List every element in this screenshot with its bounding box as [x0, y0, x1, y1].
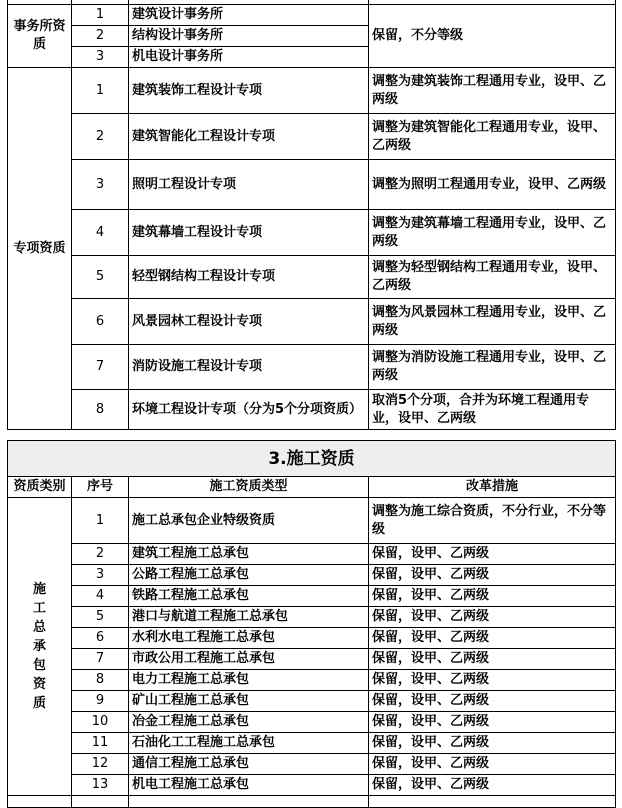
qualification-name: 电力工程施工总承包 [129, 670, 369, 691]
table-row [8, 565, 616, 586]
table-row [8, 5, 616, 26]
table-row [8, 68, 616, 114]
qualification-name: 结构设计事务所 [129, 26, 369, 47]
qualification-name: 建筑智能化工程设计专项 [129, 114, 369, 160]
reform-measure: 保留，设甲、乙两级 [369, 670, 616, 691]
reform-measure: 保留，设甲、乙两级 [369, 544, 616, 565]
reform-measure: 保留，设甲、乙两级 [369, 649, 616, 670]
reform-measure: 保留，设甲、乙两级 [369, 586, 616, 607]
reform-measure: 取消5个分项，合并为环境工程通用专业，设甲、乙两级 [369, 390, 616, 430]
reform-measure: 调整为建筑装饰工程通用专业，设甲、乙两级 [369, 68, 616, 114]
reform-measure: 保留，设甲、乙两级 [369, 607, 616, 628]
qualification-name: 冶金工程施工总承包 [129, 712, 369, 733]
construction-category-cell: 施工总承包资质 [32, 582, 46, 711]
reform-measure: 保留，设甲、乙两级 [369, 691, 616, 712]
table-row [8, 649, 616, 670]
qualification-name: 建筑设计事务所 [129, 5, 369, 26]
reform-measure: 保留，设甲、乙两级 [369, 712, 616, 733]
row-number: 8 [72, 390, 129, 430]
qualification-name: 建筑幕墙工程设计专项 [129, 210, 369, 256]
table-row [8, 345, 616, 390]
reform-measure: 保留，设甲、乙两级 [369, 565, 616, 586]
row-number: 5 [72, 256, 129, 299]
qualification-name: 石油化工工程施工总承包 [129, 733, 369, 754]
reform-measure: 保留，设甲、乙两级 [369, 628, 616, 649]
qualification-name: 建筑装饰工程设计专项 [129, 68, 369, 114]
reform-measure: 调整为照明工程通用专业，设甲、乙两级 [369, 160, 616, 210]
design-qualification-table [7, 0, 616, 430]
row-number: 13 [72, 775, 129, 796]
row-number: 10 [72, 712, 129, 733]
table-row [8, 210, 616, 256]
qualification-name: 公路工程施工总承包 [129, 565, 369, 586]
table-row [8, 733, 616, 754]
qualification-name: 市政公用工程施工总承包 [129, 649, 369, 670]
office-measure-cell: 保留，不分等级 [369, 5, 616, 68]
reform-measure: 保留，设甲、乙两级 [369, 754, 616, 775]
row-number: 3 [72, 47, 129, 68]
table-row [8, 691, 616, 712]
reform-measure: 保留，设甲、乙两级 [369, 775, 616, 796]
table-row [8, 586, 616, 607]
row-number: 3 [72, 160, 129, 210]
reform-measure: 调整为建筑幕墙工程通用专业，设甲、乙两级 [369, 210, 616, 256]
table-row [8, 628, 616, 649]
reform-measure: 调整为风景园林工程通用专业，设甲、乙两级 [369, 299, 616, 345]
row-number: 4 [72, 586, 129, 607]
qualification-name: 通信工程施工总承包 [129, 754, 369, 775]
header-measure: 改革措施 [369, 477, 616, 498]
row-number: 2 [72, 114, 129, 160]
table-header-row [8, 477, 616, 498]
row-number: 2 [72, 544, 129, 565]
office-category-cell: 事务所资质 [8, 5, 72, 68]
header-type: 施工资质类型 [129, 477, 369, 498]
section-title: 3.施工资质 [8, 441, 616, 477]
row-number: 1 [72, 5, 129, 26]
row-number: 11 [72, 733, 129, 754]
table-row [8, 299, 616, 345]
table-row [8, 796, 616, 808]
special-category-cell: 专项资质 [8, 68, 72, 430]
row-number: 2 [72, 26, 129, 47]
header-num: 序号 [72, 477, 129, 498]
row-number: 12 [72, 754, 129, 775]
table-row [8, 160, 616, 210]
qualification-name: 建筑工程施工总承包 [129, 544, 369, 565]
qualification-name: 轻型钢结构工程设计专项 [129, 256, 369, 299]
table-row [8, 256, 616, 299]
header-category: 资质类别 [8, 477, 72, 498]
qualification-name: 照明工程设计专项 [129, 160, 369, 210]
qualification-name: 铁路工程施工总承包 [129, 586, 369, 607]
qualification-name: 机电设计事务所 [129, 47, 369, 68]
qualification-name: 环境工程设计专项（分为5个分项资质） [129, 390, 369, 430]
table-row [8, 712, 616, 733]
row-number: 8 [72, 670, 129, 691]
qualification-name: 机电工程施工总承包 [129, 775, 369, 796]
reform-measure: 调整为建筑智能化工程通用专业，设甲、乙两级 [369, 114, 616, 160]
qualification-name: 水利水电工程施工总承包 [129, 628, 369, 649]
row-number: 6 [72, 628, 129, 649]
qualification-name: 消防设施工程设计专项 [129, 345, 369, 390]
reform-measure: 调整为消防设施工程通用专业，设甲、乙两级 [369, 345, 616, 390]
row-number: 1 [72, 498, 129, 544]
row-number: 1 [72, 68, 129, 114]
table-row [8, 754, 616, 775]
table-row [8, 441, 616, 477]
table-row [8, 544, 616, 565]
row-number: 9 [72, 691, 129, 712]
row-number: 3 [72, 565, 129, 586]
qualification-name: 风景园林工程设计专项 [129, 299, 369, 345]
table-row [8, 607, 616, 628]
row-number: 7 [72, 649, 129, 670]
qualification-name: 施工总承包企业特级资质 [129, 498, 369, 544]
table-row [8, 498, 616, 544]
table-row [8, 114, 616, 160]
row-number: 7 [72, 345, 129, 390]
row-number: 4 [72, 210, 129, 256]
table-row [8, 390, 616, 430]
reform-measure: 调整为轻型钢结构工程通用专业，设甲、乙两级 [369, 256, 616, 299]
row-number: 6 [72, 299, 129, 345]
reform-measure: 调整为施工综合资质，不分行业，不分等级 [369, 498, 616, 544]
table-row [8, 775, 616, 796]
qualification-name: 港口与航道工程施工总承包 [129, 607, 369, 628]
construction-qualification-table [7, 440, 616, 808]
qualification-name: 矿山工程施工总承包 [129, 691, 369, 712]
table-row [8, 670, 616, 691]
row-number: 5 [72, 607, 129, 628]
reform-measure: 保留，设甲、乙两级 [369, 733, 616, 754]
